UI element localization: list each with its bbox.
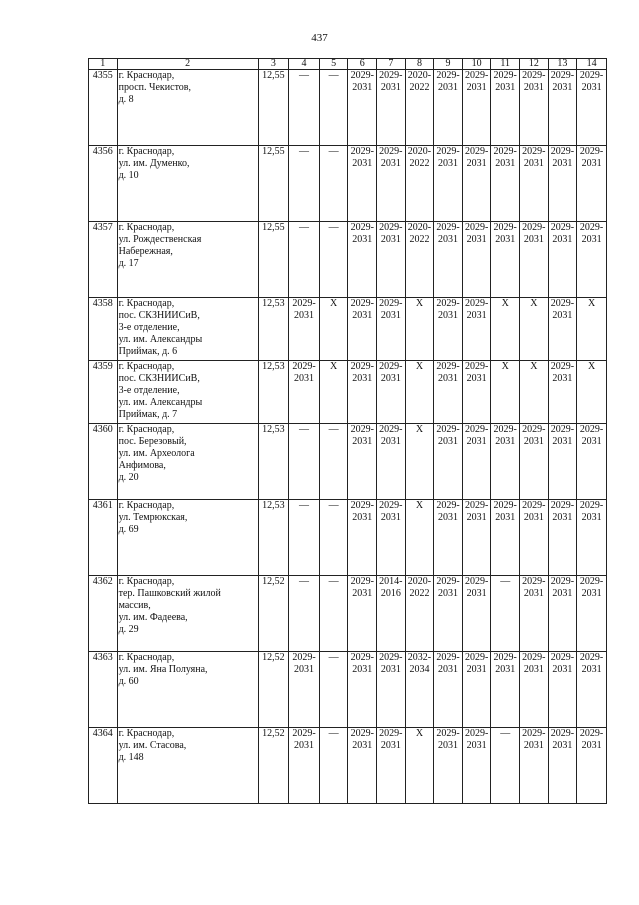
year-cell: 2029- 2031 [462, 576, 491, 652]
year-cell: — [319, 70, 348, 146]
year-cell: 2029- 2031 [377, 146, 406, 222]
year-cell: Х [405, 298, 434, 361]
value-cell: 12,55 [258, 146, 289, 222]
year-cell: 2029- 2031 [577, 222, 607, 298]
record-number: 4358 [89, 298, 118, 361]
year-cell: 2032- 2034 [405, 652, 434, 728]
column-number: 1 [89, 59, 118, 70]
page-number: 437 [311, 32, 328, 44]
table-row [89, 728, 607, 804]
year-cell: — [319, 652, 348, 728]
table-row [89, 70, 607, 146]
year-cell: 2029- 2031 [520, 576, 549, 652]
year-cell: 2029- 2031 [577, 424, 607, 500]
year-cell: — [491, 728, 520, 804]
year-cell: Х [319, 298, 348, 361]
address-cell: г. Краснодар, пос. СКЗНИИСиВ, 3-е отделение, ул. им. Александры Приймак, д. 7 [117, 361, 258, 424]
value-cell: 12,53 [258, 500, 289, 576]
table-row [89, 361, 607, 424]
year-cell: — [319, 424, 348, 500]
table-row [89, 652, 607, 728]
year-cell: 2029- 2031 [348, 652, 377, 728]
year-cell: 2029- 2031 [348, 146, 377, 222]
year-cell: 2029- 2031 [377, 361, 406, 424]
table-row [89, 222, 607, 298]
year-cell: — [319, 728, 348, 804]
year-cell: 2029- 2031 [520, 424, 549, 500]
year-cell: 2029- 2031 [289, 361, 320, 424]
year-cell: 2020- 2022 [405, 576, 434, 652]
record-number: 4356 [89, 146, 118, 222]
year-cell: 2029- 2031 [348, 298, 377, 361]
table-row [89, 298, 607, 361]
year-cell: 2029- 2031 [520, 500, 549, 576]
year-cell: 2029- 2031 [577, 576, 607, 652]
year-cell: 2020- 2022 [405, 70, 434, 146]
year-cell: 2029- 2031 [548, 146, 577, 222]
year-cell: 2029- 2031 [377, 70, 406, 146]
year-cell: 2029- 2031 [548, 576, 577, 652]
address-cell: г. Краснодар, просп. Чекистов, д. 8 [117, 70, 258, 146]
address-cell: г. Краснодар, ул. Темрюкская, д. 69 [117, 500, 258, 576]
year-cell: — [319, 222, 348, 298]
year-cell: Х [520, 361, 549, 424]
record-number: 4357 [89, 222, 118, 298]
column-number: 8 [405, 59, 434, 70]
year-cell: 2020- 2022 [405, 222, 434, 298]
table-row [89, 500, 607, 576]
year-cell: 2029- 2031 [491, 652, 520, 728]
table-row [89, 576, 607, 652]
year-cell: — [319, 146, 348, 222]
value-cell: 12,53 [258, 361, 289, 424]
year-cell: — [491, 576, 520, 652]
year-cell: 2029- 2031 [577, 500, 607, 576]
column-number: 6 [348, 59, 377, 70]
address-cell: г. Краснодар, тер. Пашковский жилой массив, ул. им. Фадеева, д. 29 [117, 576, 258, 652]
address-cell: г. Краснодар, пос. СКЗНИИСиВ, 3-е отделение, ул. им. Александры Приймак, д. 6 [117, 298, 258, 361]
year-cell: Х [405, 728, 434, 804]
year-cell: 2029- 2031 [434, 728, 463, 804]
column-number: 14 [577, 59, 607, 70]
year-cell: 2029- 2031 [348, 361, 377, 424]
year-cell: 2029- 2031 [548, 728, 577, 804]
record-number: 4355 [89, 70, 118, 146]
year-cell: 2029- 2031 [520, 146, 549, 222]
record-number: 4362 [89, 576, 118, 652]
value-cell: 12,55 [258, 222, 289, 298]
year-cell: 2029- 2031 [434, 652, 463, 728]
year-cell: 2029- 2031 [377, 500, 406, 576]
year-cell: 2029- 2031 [377, 424, 406, 500]
year-cell: 2029- 2031 [377, 728, 406, 804]
year-cell: 2029- 2031 [377, 298, 406, 361]
column-number-row [89, 59, 607, 70]
year-cell: 2029- 2031 [434, 298, 463, 361]
year-cell: Х [491, 361, 520, 424]
year-cell: Х [405, 361, 434, 424]
value-cell: 12,53 [258, 424, 289, 500]
year-cell: — [319, 500, 348, 576]
record-number: 4363 [89, 652, 118, 728]
column-number: 2 [117, 59, 258, 70]
year-cell: 2029- 2031 [434, 424, 463, 500]
year-cell: 2029- 2031 [462, 652, 491, 728]
year-cell: 2029- 2031 [520, 728, 549, 804]
column-number: 3 [258, 59, 289, 70]
year-cell: 2029- 2031 [548, 70, 577, 146]
year-cell: 2029- 2031 [491, 70, 520, 146]
year-cell: 2029- 2031 [434, 222, 463, 298]
year-cell: 2029- 2031 [462, 361, 491, 424]
year-cell: Х [405, 500, 434, 576]
column-number: 10 [462, 59, 491, 70]
year-cell: 2020- 2022 [405, 146, 434, 222]
year-cell: 2029- 2031 [491, 222, 520, 298]
year-cell: 2029- 2031 [434, 70, 463, 146]
year-cell: 2014- 2016 [377, 576, 406, 652]
year-cell: 2029- 2031 [577, 652, 607, 728]
year-cell: 2029- 2031 [434, 576, 463, 652]
address-cell: г. Краснодар, ул. Рождественская Набережная, д. 17 [117, 222, 258, 298]
column-number: 7 [377, 59, 406, 70]
column-number: 9 [434, 59, 463, 70]
year-cell: 2029- 2031 [348, 500, 377, 576]
value-cell: 12,53 [258, 298, 289, 361]
year-cell: 2029- 2031 [377, 222, 406, 298]
year-cell: 2029- 2031 [548, 222, 577, 298]
year-cell: 2029- 2031 [520, 222, 549, 298]
year-cell: 2029- 2031 [577, 728, 607, 804]
year-cell: Х [520, 298, 549, 361]
year-cell: 2029- 2031 [289, 298, 320, 361]
year-cell: Х [577, 361, 607, 424]
address-cell: г. Краснодар, ул. им. Яна Полуяна, д. 60 [117, 652, 258, 728]
year-cell: — [289, 576, 320, 652]
year-cell: — [319, 576, 348, 652]
year-cell: 2029- 2031 [462, 500, 491, 576]
year-cell: 2029- 2031 [348, 576, 377, 652]
housing-register-table [88, 58, 607, 804]
year-cell: 2029- 2031 [548, 361, 577, 424]
year-cell: 2029- 2031 [491, 146, 520, 222]
year-cell: 2029- 2031 [520, 70, 549, 146]
value-cell: 12,55 [258, 70, 289, 146]
column-number: 4 [289, 59, 320, 70]
year-cell: 2029- 2031 [462, 222, 491, 298]
year-cell: 2029- 2031 [548, 500, 577, 576]
year-cell: 2029- 2031 [462, 146, 491, 222]
value-cell: 12,52 [258, 652, 289, 728]
value-cell: 12,52 [258, 728, 289, 804]
column-number: 12 [520, 59, 549, 70]
year-cell: — [289, 500, 320, 576]
year-cell: 2029- 2031 [289, 652, 320, 728]
table-row [89, 146, 607, 222]
table-row [89, 424, 607, 500]
year-cell: 2029- 2031 [462, 424, 491, 500]
year-cell: 2029- 2031 [289, 728, 320, 804]
year-cell: 2029- 2031 [491, 500, 520, 576]
value-cell: 12,52 [258, 576, 289, 652]
record-number: 4360 [89, 424, 118, 500]
column-number: 13 [548, 59, 577, 70]
record-number: 4361 [89, 500, 118, 576]
year-cell: 2029- 2031 [348, 222, 377, 298]
year-cell: — [289, 424, 320, 500]
year-cell: Х [491, 298, 520, 361]
year-cell: 2029- 2031 [520, 652, 549, 728]
year-cell: 2029- 2031 [548, 424, 577, 500]
year-cell: 2029- 2031 [491, 424, 520, 500]
year-cell: 2029- 2031 [577, 70, 607, 146]
year-cell: 2029- 2031 [462, 728, 491, 804]
year-cell: 2029- 2031 [348, 70, 377, 146]
year-cell: — [289, 222, 320, 298]
year-cell: 2029- 2031 [548, 652, 577, 728]
column-number: 11 [491, 59, 520, 70]
year-cell: 2029- 2031 [462, 70, 491, 146]
year-cell: 2029- 2031 [577, 146, 607, 222]
year-cell: 2029- 2031 [348, 424, 377, 500]
year-cell: Х [405, 424, 434, 500]
year-cell: 2029- 2031 [548, 298, 577, 361]
record-number: 4364 [89, 728, 118, 804]
year-cell: — [289, 146, 320, 222]
year-cell: 2029- 2031 [434, 361, 463, 424]
year-cell: Х [577, 298, 607, 361]
year-cell: 2029- 2031 [434, 500, 463, 576]
year-cell: 2029- 2031 [377, 652, 406, 728]
address-cell: г. Краснодар, ул. им. Думенко, д. 10 [117, 146, 258, 222]
year-cell: 2029- 2031 [462, 298, 491, 361]
record-number: 4359 [89, 361, 118, 424]
year-cell: 2029- 2031 [434, 146, 463, 222]
year-cell: Х [319, 361, 348, 424]
year-cell: — [289, 70, 320, 146]
column-number: 5 [319, 59, 348, 70]
year-cell: 2029- 2031 [348, 728, 377, 804]
address-cell: г. Краснодар, пос. Березовый, ул. им. Археолога Анфимова, д. 20 [117, 424, 258, 500]
address-cell: г. Краснодар, ул. им. Стасова, д. 148 [117, 728, 258, 804]
